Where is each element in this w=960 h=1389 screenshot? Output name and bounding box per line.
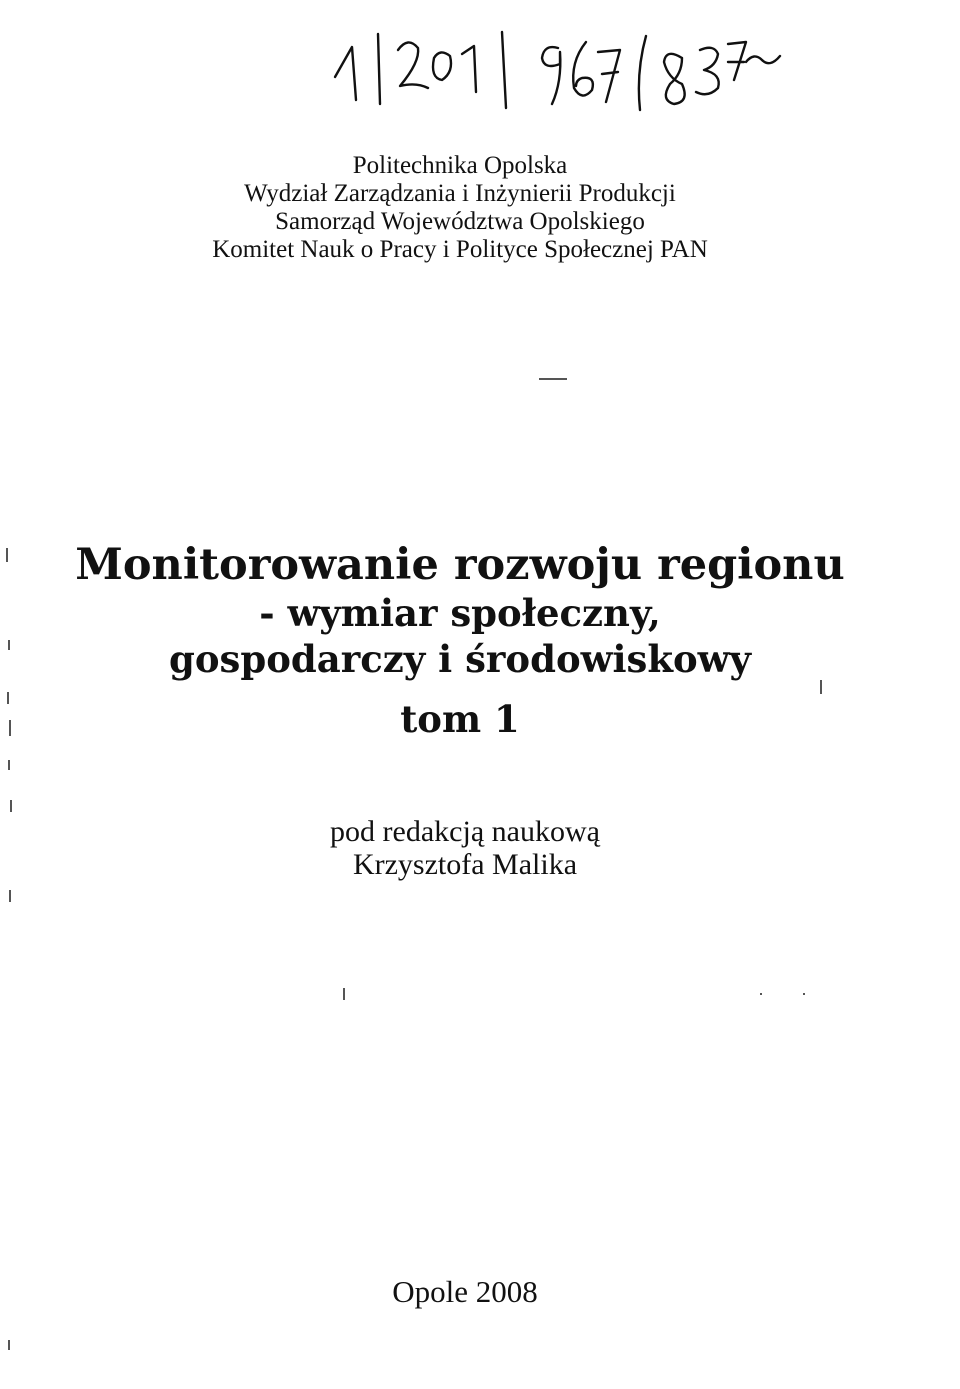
book-subtitle-line-2: gospodarczy i środowiskowy — [168, 637, 752, 681]
book-title: Monitorowanie rozwoju regionu — [75, 540, 845, 590]
scan-speck — [8, 760, 10, 770]
scan-speck — [6, 548, 8, 562]
scan-speck — [7, 692, 9, 704]
scan-speck — [343, 988, 345, 1000]
editor-name: Krzysztofa Malika — [352, 848, 578, 881]
book-subtitle-line-1: - wymiar społeczny, — [259, 591, 661, 635]
scan-speck — [10, 800, 12, 812]
handwritten-catalog-note — [330, 22, 870, 112]
scan-speck — [9, 890, 11, 902]
institution-line: Samorząd Województwa Opolskiego — [275, 208, 645, 235]
scan-speck — [820, 680, 822, 694]
scan-speck — [9, 720, 11, 736]
book-title-block — [0, 540, 920, 742]
editor-intro: pod redakcją naukową — [330, 815, 600, 848]
volume-label: tom 1 — [400, 697, 520, 741]
handwritten-note-drawing — [330, 22, 870, 112]
scan-speck — [539, 378, 567, 380]
institution-line: Politechnika Opolska — [352, 152, 568, 179]
scan-speck — [8, 1340, 10, 1350]
scan-speck — [8, 640, 10, 650]
scan-speck — [803, 993, 805, 995]
institution-line: Komitet Nauk o Pracy i Polityce Społecznej PAN — [212, 236, 708, 263]
publication-place-year: Opole 2008 — [392, 1274, 538, 1309]
scan-speck — [760, 993, 762, 995]
editor-block — [0, 815, 930, 881]
institution-line: Wydział Zarządzania i Inżynierii Produkcji — [244, 180, 676, 207]
institutions-block — [0, 152, 920, 264]
